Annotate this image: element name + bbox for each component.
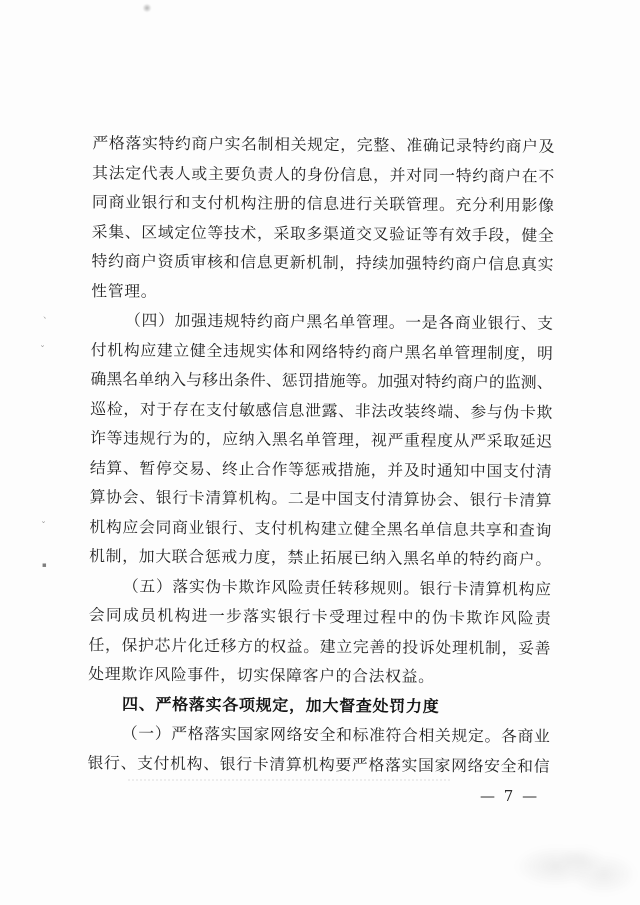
ink-speck <box>142 4 152 12</box>
text-line: 银行、支付机构、银行卡清算机构要严格落实国家网络安全和信 <box>87 752 550 776</box>
text-line: 严格落实特约商户实名制相关规定，完整、准确记录特约商户及 <box>92 133 555 156</box>
text-line: 结算、暂停交易、终止合作等惩戒措施，并及时通知中国支付清 <box>89 457 552 481</box>
text-line: 机构应会同商业银行、支付机构建立健全黑名单信息共享和查询 <box>89 516 552 540</box>
text-line: 算协会、银行卡清算机构。二是中国支付清算协会、银行卡清算 <box>89 487 552 510</box>
text-line: （五）落实伪卡欺诈风险责任转移规则。银行卡清算机构应 <box>122 575 552 599</box>
text-line: 付机构应建立健全违规实体和网络特约商户黑名单管理制度，明 <box>90 339 553 363</box>
scan-smudge <box>510 842 640 896</box>
margin-ink-mark: ▪ <box>42 561 47 569</box>
text-line: 确黑名单纳入与移出条件、惩罚措施等。加强对特约商户的监测、 <box>90 369 553 392</box>
margin-ink-mark: ˇ <box>40 345 45 356</box>
margin-ink-mark: 、 <box>43 311 53 321</box>
text-line: 特约商户资质审核和信息更新机制，持续加强特约商户信息真实 <box>91 251 554 274</box>
text-line: （一）严格落实国家网络安全和标准符合相关规定。各商业 <box>121 723 550 746</box>
text-line: 诈等违规行为的，应纳入黑名单管理，视严重程度从严采取延迟 <box>90 428 553 451</box>
text-line: 采集、区域定位等技术，采取多渠道交叉验证等有效手段，健全 <box>91 221 554 245</box>
text-line: 机制，加大联合惩戒力度，禁止拓展已纳入黑名单的特约商户。 <box>89 546 552 569</box>
margin-ink-mark: ˇ <box>41 521 46 532</box>
text-line: （四）加强违规特约商户黑名单管理。一是各商业银行、支 <box>124 310 554 333</box>
text-line: 会同成员机构进一步落实银行卡受理过程中的伪卡欺诈风险责 <box>88 605 551 628</box>
text-line: 处理欺诈风险事件，切实保障客户的合法权益。 <box>88 664 435 686</box>
text-line: 性管理。 <box>91 280 158 301</box>
text-line: 巡检，对于存在支付敏感信息泄露、非法改装终端、参与伪卡欺 <box>90 398 553 422</box>
text-line: 其法定代表人或主要负责人的身份信息，并对同一特约商户在不 <box>92 162 555 186</box>
section-heading: 四、严格落实各项规定，加大督查处罚力度 <box>121 693 440 716</box>
document-body <box>87 128 554 781</box>
text-line: 同商业银行和支付机构注册的信息进行关联管理。充分利用影像 <box>91 192 555 215</box>
page-number: — 7 — <box>480 787 540 805</box>
text-line: 任，保护芯片化迁移方的权益。建立完善的投诉处理机制，妥善 <box>88 634 551 658</box>
scan-noise-line <box>128 779 450 781</box>
